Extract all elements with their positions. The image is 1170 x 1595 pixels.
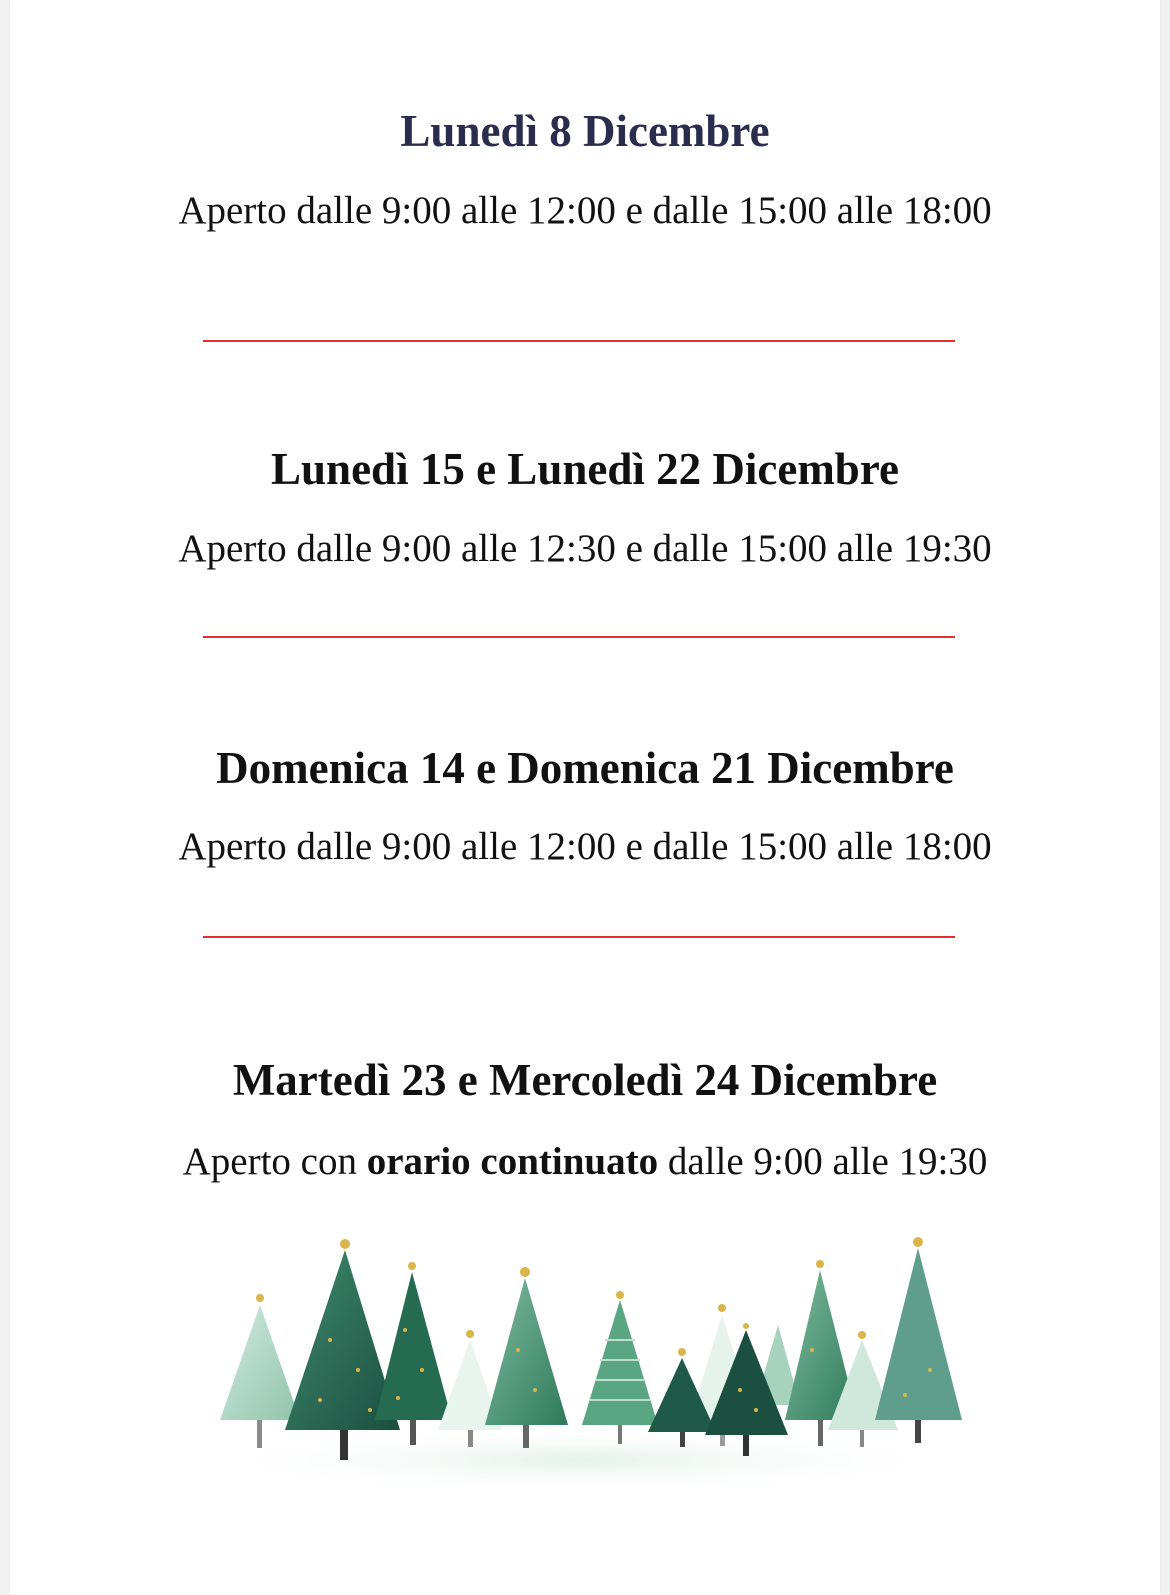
tree-4 <box>438 1330 502 1447</box>
tree-2 <box>285 1239 400 1460</box>
section-hours-dec-23-24 <box>10 1137 1160 1187</box>
divider-3 <box>203 936 955 938</box>
section-hours-dec-15-22: Aperto dalle 9:00 alle 12:30 e dalle 15:00 alle 19:30 <box>178 527 992 570</box>
hours-prefix: Aperto con <box>182 1140 357 1183</box>
tree-11 <box>875 1237 962 1443</box>
hours-bold: orario continuato <box>366 1140 659 1183</box>
section-heading-dec-14-21: Domenica 14 e Domenica 21 Dicembre <box>216 743 954 793</box>
section-hours-dec-8: Aperto dalle 9:00 alle 12:00 e dalle 15:00 alle 18:00 <box>178 189 992 232</box>
hours-suffix: dalle 9:00 alle 19:30 <box>667 1140 988 1183</box>
section-heading-dec-23-24: Martedì 23 e Mercoledì 24 Dicembre <box>232 1055 938 1105</box>
tree-6 <box>582 1291 658 1444</box>
tree-3 <box>375 1262 452 1445</box>
christmas-trees-icon <box>200 1220 980 1520</box>
section-heading-dec-8: Lunedì 8 Dicembre <box>400 106 770 156</box>
schedule-page <box>10 0 1160 1595</box>
tree-5 <box>485 1267 568 1448</box>
divider-2 <box>203 636 955 638</box>
section-hours-dec-14-21: Aperto dalle 9:00 alle 12:00 e dalle 15:00 alle 18:00 <box>178 825 992 868</box>
section-heading-dec-15-22: Lunedì 15 e Lunedì 22 Dicembre <box>271 444 899 494</box>
divider-1 <box>203 340 955 342</box>
